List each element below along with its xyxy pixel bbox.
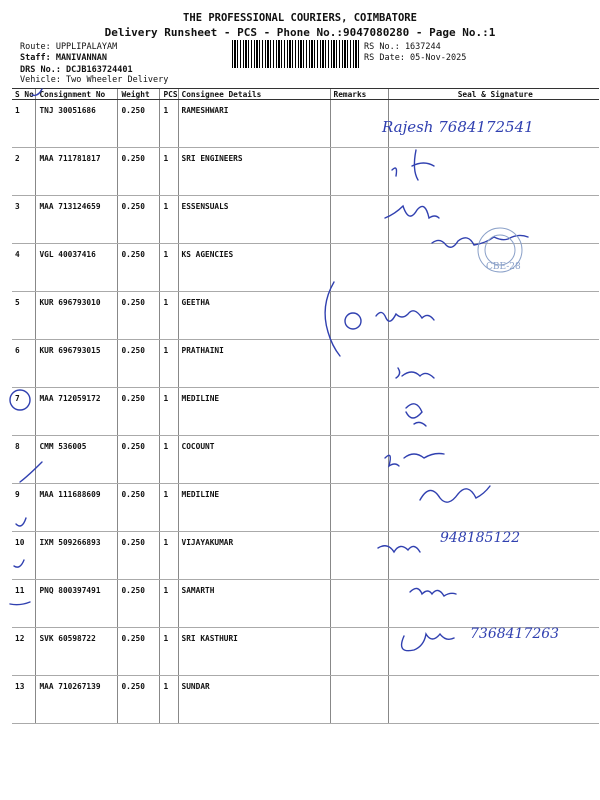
cell-remarks xyxy=(330,676,388,724)
cell-consignment: VGL 40037416 xyxy=(36,244,118,292)
cell-remarks xyxy=(330,148,388,196)
cell-consignee: COCOUNT xyxy=(178,436,330,484)
signature-row1: Rajesh 7684172541 xyxy=(382,118,534,136)
cell-weight: 0.250 xyxy=(118,580,160,628)
cell-weight: 0.250 xyxy=(118,196,160,244)
cell-consignment: MAA 712059172 xyxy=(36,388,118,436)
table-row xyxy=(12,388,599,436)
cell-sno: 2 xyxy=(12,148,36,196)
cell-signature xyxy=(388,436,599,484)
company-title: THE PROFESSIONAL COURIERS, COIMBATORE xyxy=(183,12,417,24)
cell-consignee: SRI ENGINEERS xyxy=(178,148,330,196)
cell-remarks xyxy=(330,196,388,244)
cell-consignment: IXM 509266893 xyxy=(36,532,118,580)
signature-row11: 948185122 xyxy=(440,530,521,546)
rs-date: RS Date: 05-Nov-2025 xyxy=(364,53,467,63)
drs-number: DRS No.: DCJB163724401 xyxy=(20,65,133,75)
cell-remarks xyxy=(330,340,388,388)
table-row xyxy=(12,340,599,388)
cell-pcs: 1 xyxy=(160,676,178,724)
cell-weight: 0.250 xyxy=(118,388,160,436)
cell-weight: 0.250 xyxy=(118,292,160,340)
cell-consignee: MEDILINE xyxy=(178,388,330,436)
cell-weight: 0.250 xyxy=(118,676,160,724)
cell-pcs: 1 xyxy=(160,244,178,292)
cell-consignee: ESSENSUALS xyxy=(178,196,330,244)
cell-consignment: MAA 111688609 xyxy=(36,484,118,532)
cell-consignment: KUR 696793015 xyxy=(36,340,118,388)
cell-weight: 0.250 xyxy=(118,436,160,484)
cell-weight: 0.250 xyxy=(118,244,160,292)
cell-sno: 9 xyxy=(12,484,36,532)
route-text: Route: UPPLIPALAYAM xyxy=(20,42,118,52)
cell-sno: 13 xyxy=(12,676,36,724)
cell-remarks xyxy=(330,244,388,292)
cell-remarks xyxy=(330,484,388,532)
cell-pcs: 1 xyxy=(160,484,178,532)
cell-sno: 11 xyxy=(12,580,36,628)
cell-weight: 0.250 xyxy=(118,340,160,388)
cell-pcs: 1 xyxy=(160,388,178,436)
stamp-text: CBE-28 xyxy=(486,262,521,272)
cell-weight: 0.250 xyxy=(118,100,160,148)
col-consignee: Consignee Details xyxy=(178,89,330,100)
vehicle-text: Vehicle: Two Wheeler Delivery xyxy=(20,75,169,85)
col-remarks: Remarks xyxy=(330,89,388,100)
cell-remarks xyxy=(330,580,388,628)
table-row xyxy=(12,436,599,484)
cell-consignment: PNQ 800397491 xyxy=(36,580,118,628)
col-sno: S No xyxy=(12,89,36,100)
cell-signature xyxy=(388,580,599,628)
cell-signature xyxy=(388,196,599,244)
cell-consignment: SVK 60598722 xyxy=(36,628,118,676)
cell-signature xyxy=(388,340,599,388)
cell-remarks xyxy=(330,628,388,676)
cell-sno: 10 xyxy=(12,532,36,580)
table-row xyxy=(12,148,599,196)
cell-sno: 8 xyxy=(12,436,36,484)
cell-pcs: 1 xyxy=(160,580,178,628)
cell-pcs: 1 xyxy=(160,628,178,676)
cell-consignment: TNJ 30051686 xyxy=(36,100,118,148)
cell-pcs: 1 xyxy=(160,100,178,148)
table-row xyxy=(12,196,599,244)
cell-remarks xyxy=(330,388,388,436)
cell-consignee: GEETHA xyxy=(178,292,330,340)
cell-consignment: MAA 713124659 xyxy=(36,196,118,244)
table-row xyxy=(12,676,599,724)
signature-row13: 7368417263 xyxy=(470,626,560,642)
cell-pcs: 1 xyxy=(160,196,178,244)
cell-remarks xyxy=(330,292,388,340)
cell-pcs: 1 xyxy=(160,148,178,196)
cell-sno: 6 xyxy=(12,340,36,388)
col-consignment: Consignment No xyxy=(36,89,118,100)
cell-remarks xyxy=(330,100,388,148)
staff-text: Staff: MANIVANNAN xyxy=(20,53,107,63)
cell-sno: 3 xyxy=(12,196,36,244)
cell-pcs: 1 xyxy=(160,532,178,580)
cell-sno: 5 xyxy=(12,292,36,340)
cell-consignment: CMM 536005 xyxy=(36,436,118,484)
cell-remarks xyxy=(330,436,388,484)
runsheet-subtitle: Delivery Runsheet - PCS - Phone No.:9047080280 - Page No.:1 xyxy=(104,26,496,39)
cell-sno: 1 xyxy=(12,100,36,148)
cell-pcs: 1 xyxy=(160,340,178,388)
cell-consignee: MEDILINE xyxy=(178,484,330,532)
cell-consignment: MAA 711781817 xyxy=(36,148,118,196)
cell-signature xyxy=(388,292,599,340)
rs-number: RS No.: 1637244 xyxy=(364,42,441,52)
cell-sno: 12 xyxy=(12,628,36,676)
cell-sno: 4 xyxy=(12,244,36,292)
table-row xyxy=(12,292,599,340)
cell-weight: 0.250 xyxy=(118,148,160,196)
cell-weight: 0.250 xyxy=(118,532,160,580)
cell-weight: 0.250 xyxy=(118,484,160,532)
col-pcs: PCS xyxy=(160,89,178,100)
table-row xyxy=(12,580,599,628)
cell-signature xyxy=(388,676,599,724)
cell-consignment: KUR 696793010 xyxy=(36,292,118,340)
cell-sno: 7 xyxy=(12,388,36,436)
cell-consignee: SAMARTH xyxy=(178,580,330,628)
cell-consignee: RAMESHWARI xyxy=(178,100,330,148)
col-signature: Seal & Signature xyxy=(388,89,599,100)
col-weight: Weight xyxy=(118,89,160,100)
cell-consignee: SUNDAR xyxy=(178,676,330,724)
barcode xyxy=(232,40,360,68)
cell-consignment: MAA 710267139 xyxy=(36,676,118,724)
cell-signature xyxy=(388,388,599,436)
cell-pcs: 1 xyxy=(160,292,178,340)
cell-consignee: KS AGENCIES xyxy=(178,244,330,292)
cell-consignee: SRI KASTHURI xyxy=(178,628,330,676)
table-row xyxy=(12,484,599,532)
cell-weight: 0.250 xyxy=(118,628,160,676)
cell-consignee: PRATHAINI xyxy=(178,340,330,388)
cell-consignee: VIJAYAKUMAR xyxy=(178,532,330,580)
cell-signature xyxy=(388,484,599,532)
cell-remarks xyxy=(330,532,388,580)
cell-pcs: 1 xyxy=(160,436,178,484)
table-header-row xyxy=(12,89,599,100)
cell-signature xyxy=(388,148,599,196)
